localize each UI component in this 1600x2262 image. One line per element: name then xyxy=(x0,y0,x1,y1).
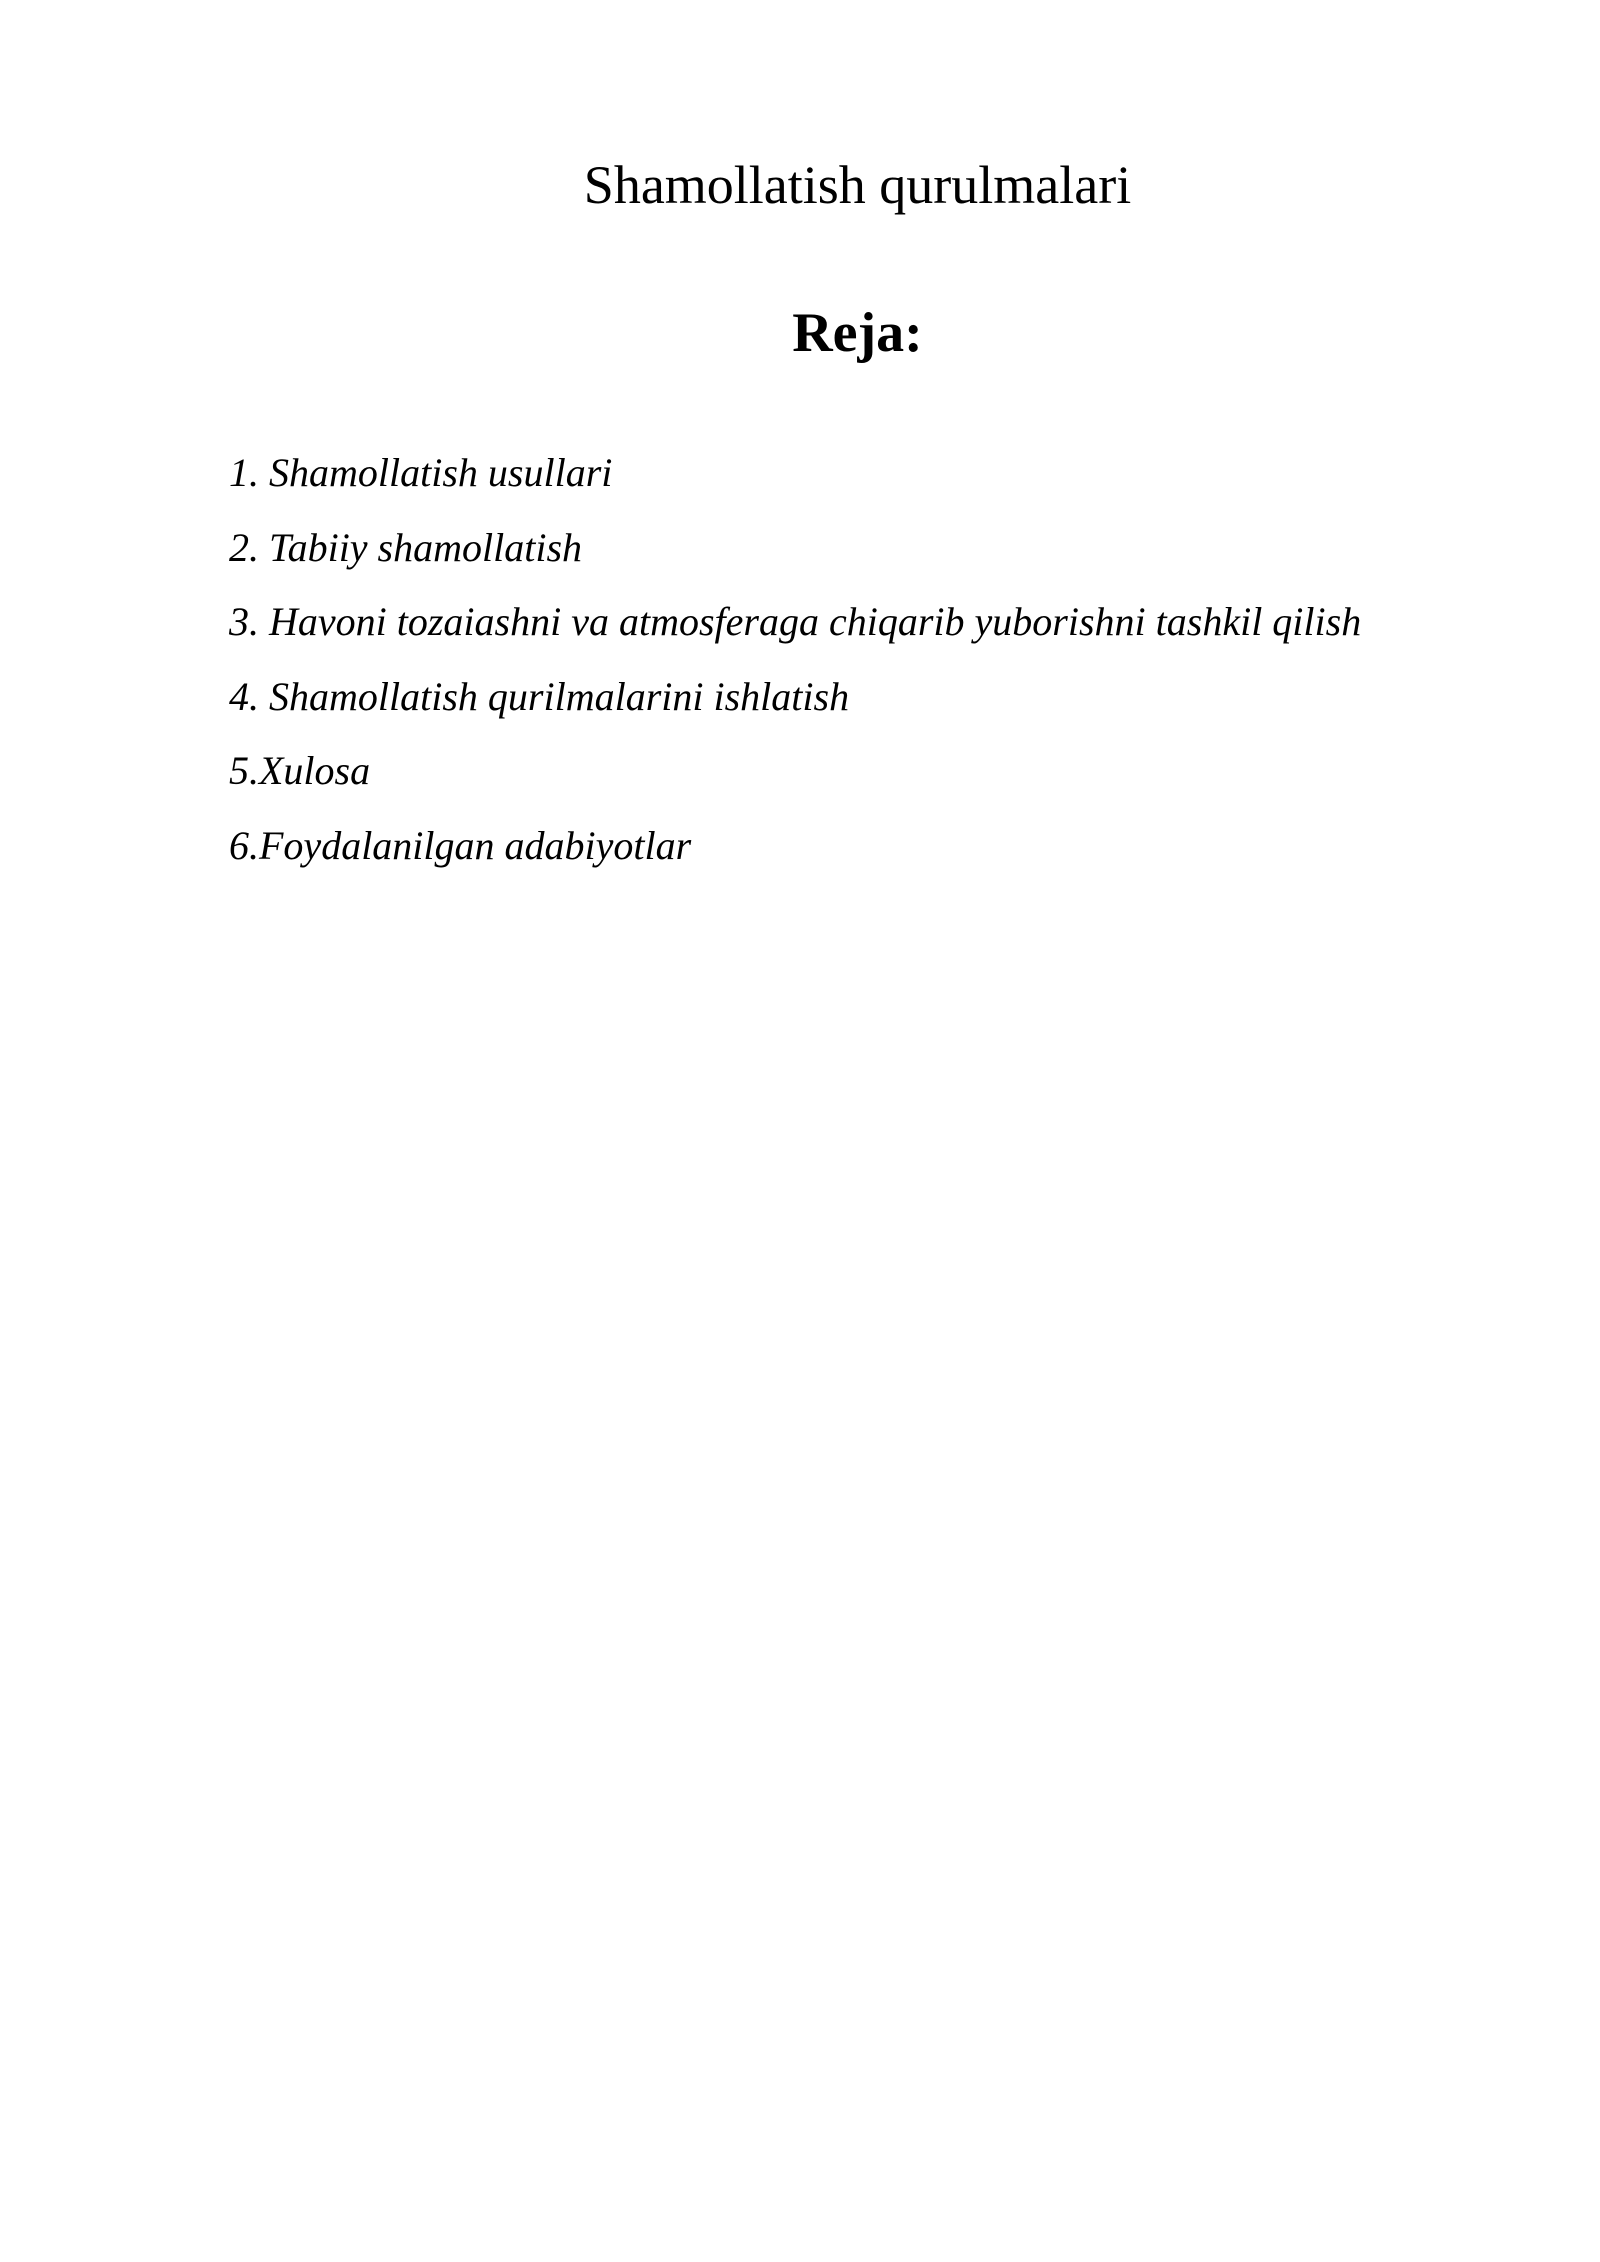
plan-item-4: 4. Shamollatish qurilmalarini ishlatish xyxy=(229,673,850,719)
plan-list xyxy=(229,436,1361,883)
plan-item-6: 6.Foydalanilgan adabiyotlar xyxy=(229,822,692,868)
plan-heading: Reja: xyxy=(792,302,923,364)
plan-item-5: 5.Xulosa xyxy=(229,748,371,793)
plan-item-2: 2. Tabiiy shamollatish xyxy=(229,524,583,570)
document-title: Shamollatish qurulmalari xyxy=(583,155,1132,215)
plan-item-1: 1. Shamollatish usullari xyxy=(229,450,613,495)
plan-item-3: 3. Havoni tozaiashni va atmosferaga chiqarib yuborishni tashkil qilish xyxy=(229,599,1362,644)
